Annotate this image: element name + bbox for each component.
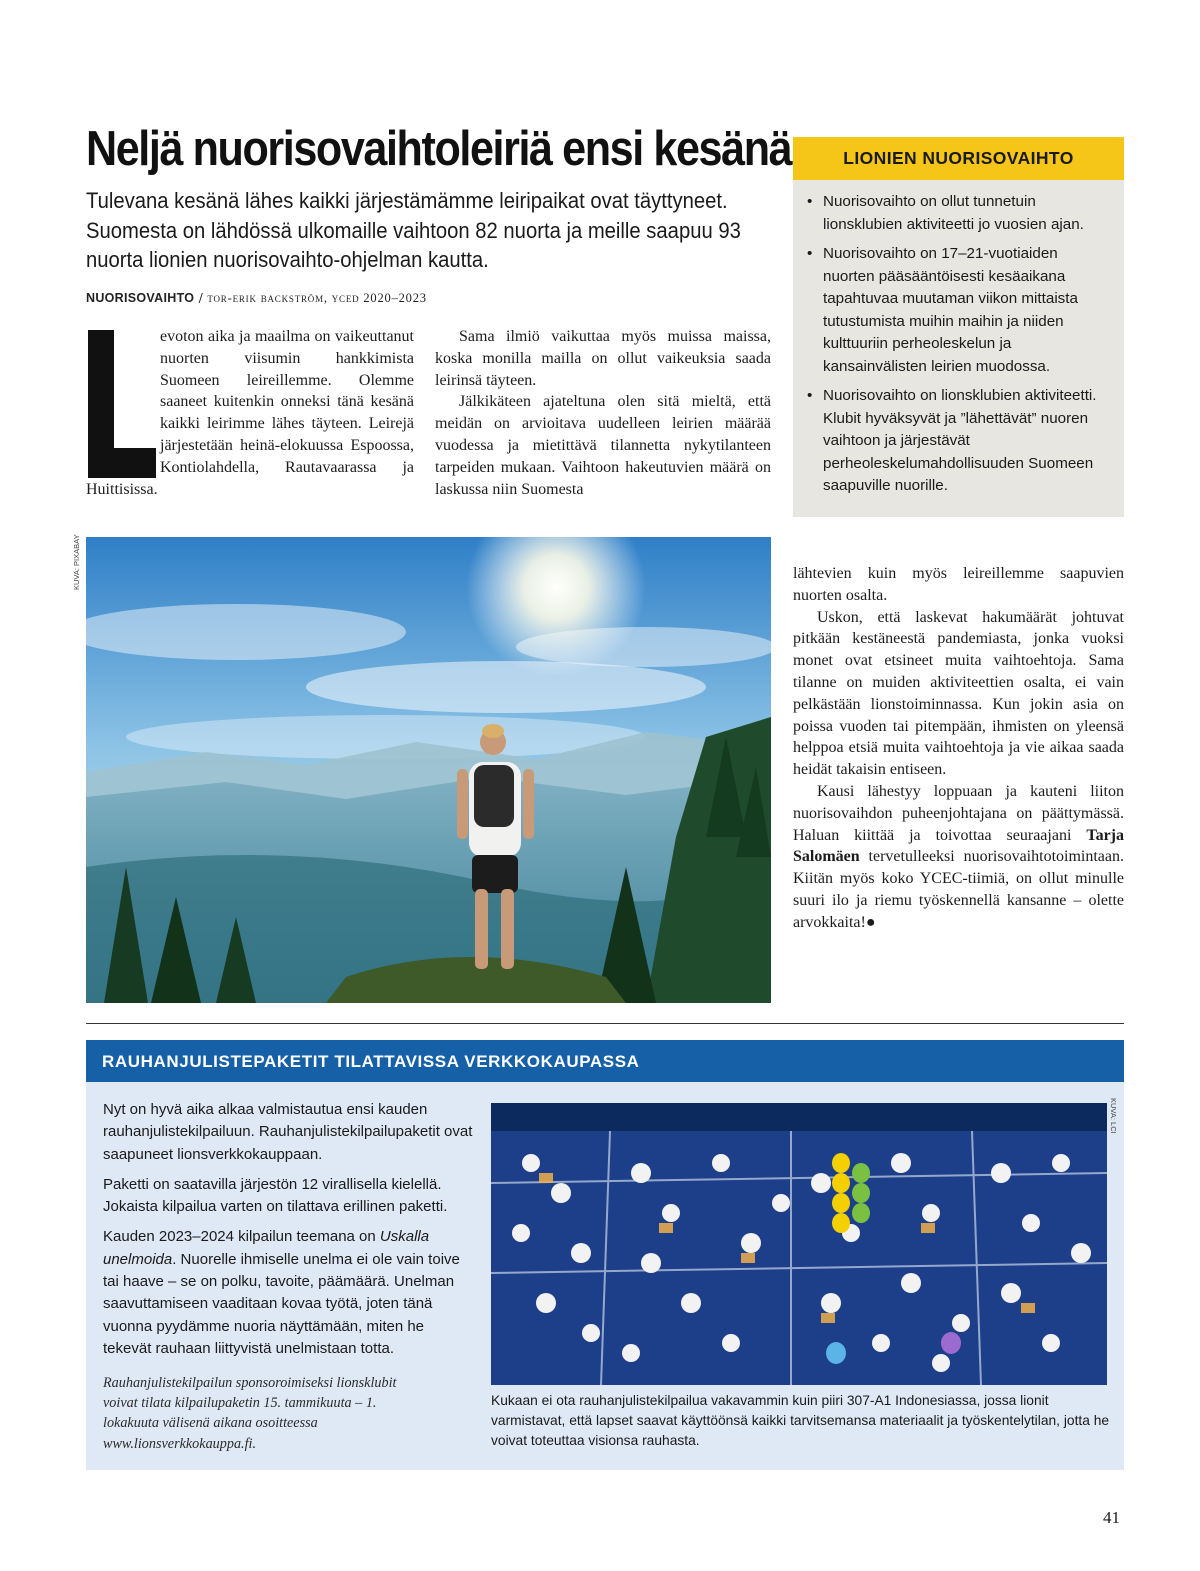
end-mark: ● — [865, 913, 876, 931]
peace-poster-paragraph: Nyt on hyvä aika alkaa valmistautua ensi kauden rauhanjulistekilpailuun. Rauhanjulistekilpailupaketit ovat saapuneet lionsverkkokauppaan. — [103, 1101, 473, 1163]
peace-poster-paragraph — [103, 1226, 473, 1360]
fact-box-item — [807, 385, 1107, 498]
successor-name: Tarja Salomäen — [793, 826, 1124, 866]
fact-box-item — [807, 243, 1107, 378]
peace-poster-title: RAUHANJULISTEPAKETIT TILATTAVISSA VERKKOKAUPASSA — [86, 1040, 1124, 1082]
peace-poster-text — [103, 1099, 473, 1368]
poster-contest-illustration — [491, 1103, 1107, 1385]
bullet-icon: • — [807, 245, 813, 262]
body-paragraph — [793, 781, 1124, 934]
fact-box-list — [807, 191, 1107, 505]
fact-box-item-text: Nuorisovaihto on ollut tunnetuin lionsklubien aktiviteetti jo vuosien ajan. — [823, 193, 1084, 233]
body-column-2 — [435, 326, 771, 500]
body-paragraph: Sama ilmiö vaikuttaa myös muissa maissa, koska monilla mailla on ollut vaikeuksia saada leirinsä täyteen. — [435, 328, 771, 389]
body-text: . Nuorelle ihmiselle unelma ei ole vain toive tai haave – se on polku, tavoite, päämäärä. Unelman saavuttamiseen vaaditaan kovaa työtä, joten tänä vuonna pyydämme nuoria näyttämään, miten he tekevät rauhaan liittyvistä unelmistaan totta. — [103, 1250, 460, 1357]
section-divider — [86, 1023, 1124, 1024]
body-paragraph: lähtevien kuin myös leireillemme saapuvien nuorten osalta. — [793, 565, 1124, 604]
lead-paragraph: Tulevana kesänä lähes kaikki järjestämämme leiripaikat ovat täyttyneet. Suomesta on lähdössä ulkomaille vaihtoon 82 nuorta ja meille saapuu 93 nuorta lionien nuorisovaihto-ohjelman kautta. — [86, 188, 741, 272]
body-paragraph: Jälkikäteen ajateltuna olen sitä mieltä, että meidän on arvioitava uudelleen leirien määrää vuodessa ja mietittävä tilannetta nykytilanteen tarpeiden mukaan. Vaihtoon hakeutuvien määrä on laskussa niin Suomesta — [435, 393, 771, 498]
body-paragraph: evoton aika ja maailma on vaikeuttanut nuorten viisumin hankkimista Suomeen leireillemme. Olemme saaneet kuitenkin onneksi tänä kesänä kaikki leirimme lähes täyteen. Leirejä järjestetään heinä-elokuussa Espoossa, Kontiolahdella, Rautavaarassa ja Huittisissa. — [86, 328, 414, 498]
body-column-3 — [793, 563, 1124, 934]
headline: Neljä nuorisovaihtoleiriä ensi kesänä — [86, 122, 792, 176]
fact-box-item-text: Nuorisovaihto on lionsklubien aktiviteetti. Klubit hyväksyvät ja ”lähettävät” nuoren vaihtoon ja järjestävät perheoleskelumahdollisuuden Suomeen saapuville nuorille. — [823, 387, 1097, 494]
byline-author: tor-erik backström, yced 2020–2023 — [207, 291, 427, 305]
page-number: 41 — [1103, 1508, 1120, 1527]
hiker-photo-illustration — [86, 537, 771, 1003]
photo-credit: KUVA: PIXABAY — [72, 534, 81, 590]
body-text: tervetulleeksi nuorisovaihtotoimintaan. Kiitän myös koko YCEC-tiimiä, on ollut minulle suuri ilo ja riemu työskennellä kansanne – olette arvokkaita! — [793, 848, 1124, 931]
bullet-icon: • — [807, 387, 813, 404]
hiker-photo — [86, 537, 771, 1003]
body-paragraph: Uskon, että laskevat hakumäärät johtuvat pitkään kestäneestä pandemiasta, jonka vuoksi monet ovat etsineet muita vaihtoehtoja. Sama tilanne on muiden aktiviteettien osalta, ei vain pelkästään lionstoiminnassa. Kun jokin asia on poissa vuoden tai pitempään, ihmisten on yleensä helppoa etsiä muita vaihtoehtoja ja vie aikaa saada heidät takaisin entiseen. — [793, 608, 1124, 779]
byline-section: NUORISOVAIHTO — [86, 291, 195, 305]
body-column-1 — [86, 326, 414, 500]
poster-contest-photo — [491, 1103, 1107, 1433]
photo-caption: Kukaan ei ota rauhanjulistekilpailua vakavammin kuin piiri 307-A1 Indonesiassa, jossa lionit varmistavat, että lapset saavat käyttöönsä kaikki tarvitsemansa materiaalit ja työskentelytilan, jotta he voivat toteuttaa visionsa rauhasta. — [491, 1393, 1110, 1448]
bullet-icon: • — [807, 193, 813, 210]
fact-box-item — [807, 191, 1107, 236]
theme-name: Uskalla unelmoida — [103, 1228, 430, 1268]
fact-box-item-text: Nuorisovaihto on 17–21-vuotiaiden nuorten pääsääntöisesti kesäaikana tapahtuvaa muutaman viikon mittaista tutustumista muihin maihin ja niiden kulttuuriin perheoleskelun ja kansainvälisten leirien muodossa. — [823, 245, 1078, 375]
photo-credit: KUVA: LCI — [1109, 1098, 1118, 1134]
fact-box-title: LIONIEN NUORISOVAIHTO — [793, 137, 1124, 180]
peace-poster-note: Rauhanjulistekilpailun sponsoroimiseksi lionsklubit voivat tilata kilpailupaketin 15. tammikuuta – 1. lokakuuta välisenä aikana osoitteessa www.lionsverkkokauppa.fi. — [103, 1375, 397, 1452]
peace-poster-paragraph: Paketti on saatavilla järjestön 12 virallisella kielellä. Jokaista kilpailua varten on tilattava erillinen paketti. — [103, 1175, 448, 1216]
drop-cap-letter: L — [86, 328, 87, 329]
fact-box — [793, 137, 1124, 517]
byline — [86, 290, 427, 306]
body-text: Kausi lähestyy loppuaan ja kauteni liiton nuorisovaihdon puheenjohtajana on päättymässä. Haluan kiittää ja toivottaa seuraajani — [793, 782, 1124, 844]
body-text: Kauden 2023–2024 kilpailun teemana on — [103, 1228, 380, 1246]
byline-separator: / — [194, 290, 208, 305]
